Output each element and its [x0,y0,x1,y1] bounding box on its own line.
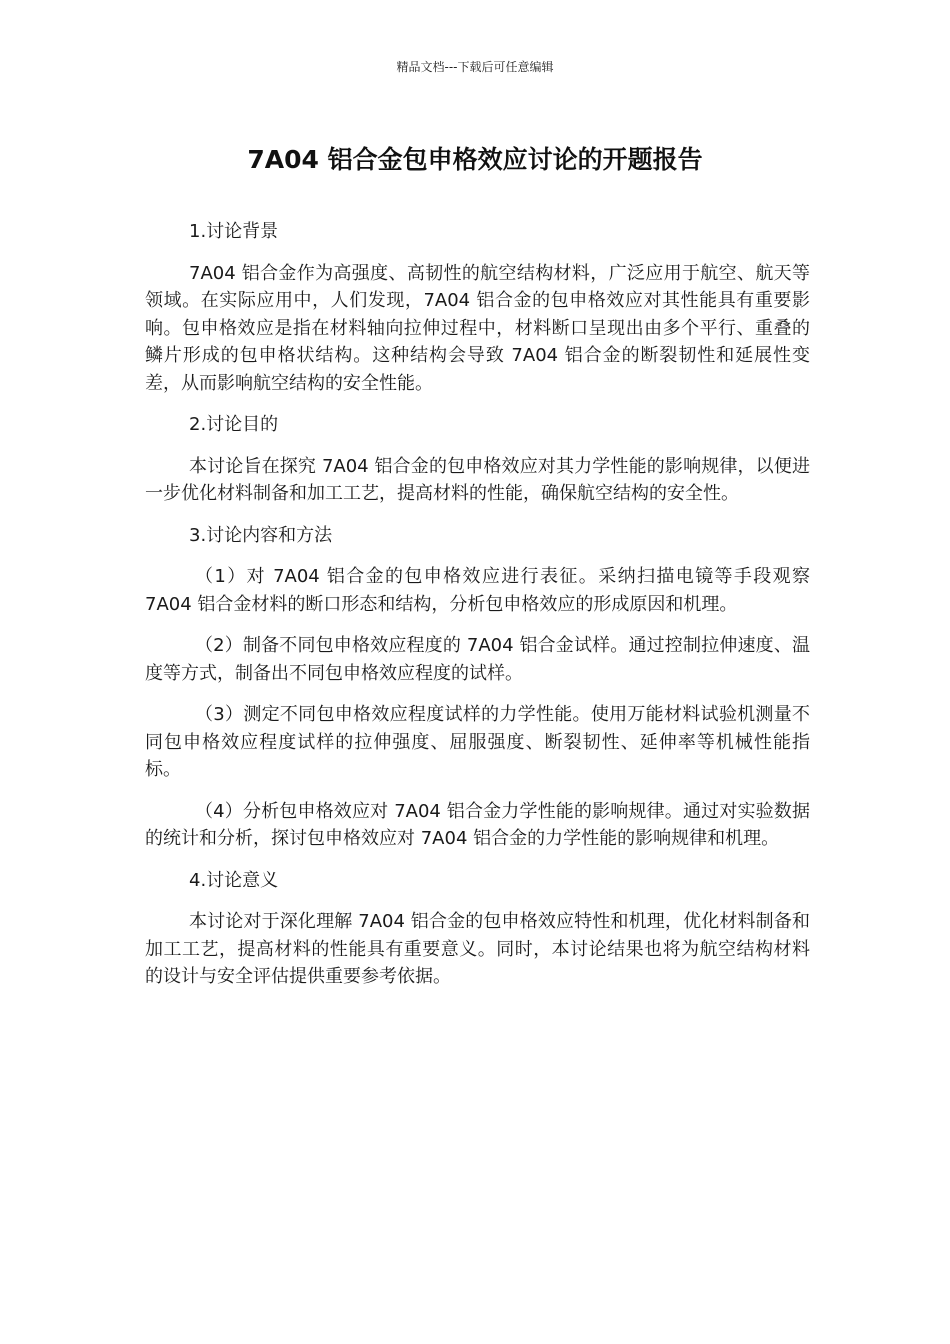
document-body [145,218,810,1005]
document-title: 7A04 铝合金包申格效应讨论的开题报告 [247,145,703,174]
list-item: （1）对 7A04 铝合金的包申格效应进行表征。采纳扫描电镜等手段观察 7A04 铝合金材料的断口形态和结构，分析包申格效应的形成原因和机理。 [145,566,810,615]
list-item: （2）制备不同包申格效应程度的 7A04 铝合金试样。通过控制拉伸速度、温度等方式，制备出不同包申格效应程度的试样。 [145,635,810,684]
section-heading-background: 1.讨论背景 [189,221,279,242]
section-heading-significance: 4.讨论意义 [189,869,279,891]
paragraph-background: 7A04 铝合金作为高强度、高韧性的航空结构材料，广泛应用于航空、航天等领域。在实际应用中，人们发现，7A04 铝合金的包申格效应对其性能具有重要影响。包申格效应是指在材料轴向拉伸过程中，材料断口呈现出由多个平行、重叠的鳞片形成的包申格状结构。这种结构会导致 7A04 铝合金的断裂韧性和延展性变差，从而影响航空结构的安全性能。 [145,262,810,394]
paragraph-purpose: 本讨论旨在探究 7A04 铝合金的包申格效应对其力学性能的影响规律，以便进一步优化材料制备和加工工艺，提高材料的性能，确保航空结构的安全性。 [145,455,810,504]
list-item: （3）测定不同包申格效应程度试样的力学性能。使用万能材料试验机测量不同包申格效应程度试样的拉伸强度、屈服强度、断裂韧性、延伸率等机械性能指标。 [145,704,810,780]
paragraph-significance: 本讨论对于深化理解 7A04 铝合金的包申格效应特性和机理，优化材料制备和加工工艺，提高材料的性能具有重要意义。同时，本讨论结果也将为航空结构材料的设计与安全评估提供重要参考依据。 [145,911,810,987]
section-heading-content-methods: 3.讨论内容和方法 [189,524,333,546]
list-item: （4）分析包申格效应对 7A04 铝合金力学性能的影响规律。通过对实验数据的统计和分析，探讨包申格效应对 7A04 铝合金的力学性能的影响规律和机理。 [145,800,810,849]
header-note: 精品文档---下载后可任意编辑 [396,60,554,74]
section-heading-purpose: 2.讨论目的 [189,414,279,435]
